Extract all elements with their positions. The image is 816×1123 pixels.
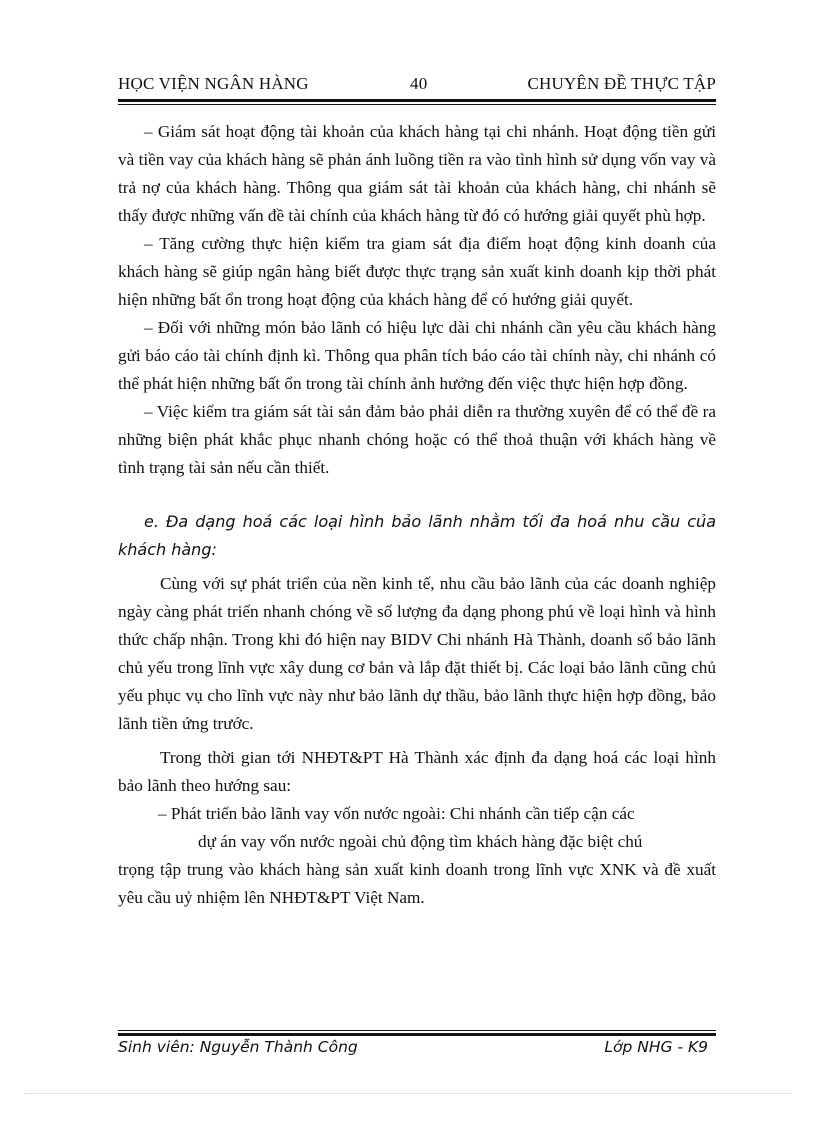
header-institution: HỌC VIỆN NGÂN HÀNG — [118, 74, 309, 93]
footer-rule-thick — [118, 1033, 716, 1036]
footer-class: Lớp NHG - K9 — [604, 1038, 708, 1056]
paragraph-guarantee-growth: Cùng với sự phát triển của nền kinh tế, nhu cầu bảo lãnh của các doanh nghiệp ngày càng phát triển nhanh chóng về số lượng đa dạng phong phú về loại hình và hình thức chấp nhận. Trong khi đó hiện nay BIDV Chi nhánh Hà Thành, doanh số bảo lãnh chủ yếu trong lĩnh vực xây dung cơ bản và lắp đặt thiết bị. Các loại bảo lãnh cũng chủ yếu phục vụ cho lĩnh vực này như bảo lãnh dự thầu, bảo lãnh thực hiện hợp đồng, bảo lãnh tiền ứng trước. — [118, 574, 716, 733]
header-rule-thin — [118, 104, 716, 105]
page-footer — [118, 1038, 716, 1062]
spacer — [118, 482, 716, 508]
footer-rule-thin — [118, 1030, 716, 1031]
paragraph-account-monitoring: – Giám sát hoạt động tài khoản của khách hàng tại chi nhánh. Hoạt động tiền gửi và tiền vay của khách hàng sẽ phản ánh luồng tiền ra vào tình hình sử dụng vốn vay và trả nợ của khách hàng. Thông qua giám sát tài khoản của khách hàng, chi nhánh sẽ thấy được những vấn đề tài chính của khách hàng từ đó có hướng giải quyết phù hợp. — [118, 122, 716, 225]
paragraph-collateral-monitoring: – Việc kiểm tra giám sát tài sản đảm bảo phải diễn ra thường xuyên để có thể đề ra những biện phát khắc phục nhanh chóng hoặc có thể thoả thuận với khách hàng về tình trạng tài sản nếu cần thiết. — [118, 402, 716, 477]
footer-student-name: Sinh viên: Nguyễn Thành Công — [118, 1038, 358, 1056]
paragraph-site-inspection: – Tăng cường thực hiện kiểm tra giam sát địa điểm hoạt động kinh doanh của khách hàng sẽ giúp ngân hàng biết được thực trạng sản xuất kinh doanh kịp thời phát hiện những bất ổn trong hoạt động của khách hàng để có hướng giải quyết. — [118, 234, 716, 309]
paragraph-financial-reports: – Đối với những món bảo lãnh có hiệu lực dài chi nhánh cần yêu cầu khách hàng gửi báo cáo tài chính định kì. Thông qua phân tích báo cáo tài chính này, chi nhánh có thể phát hiện những bất ổn trong tài chính ảnh hưởng đến việc thực hiện hợp đồng. — [118, 318, 716, 393]
header-rule-thick — [118, 99, 716, 102]
paragraph-foreign-loan-line1: – Phát triển bảo lãnh vay vốn nước ngoài: Chi nhánh cần tiếp cận các — [158, 804, 635, 823]
paragraph-diversification: Trong thời gian tới NHĐT&PT Hà Thành xác định đa dạng hoá các loại hình bảo lãnh theo hướng sau: — [118, 748, 716, 795]
page-number: 40 — [410, 74, 428, 93]
paragraph-foreign-loan-line2: dự án vay vốn nước ngoài chủ động tìm khách hàng đặc biệt chú — [198, 832, 643, 851]
page-header — [118, 72, 716, 98]
header-document-type: CHUYÊN ĐỀ THỰC TẬP — [527, 74, 716, 93]
section-heading-e: e. Đa dạng hoá các loại hình bảo lãnh nhằm tối đa hoá nhu cầu của khách hàng: — [118, 512, 716, 559]
page-bottom-border — [24, 1093, 792, 1094]
paragraph-foreign-loan-rest: trọng tập trung vào khách hàng sản xuất kinh doanh trong lĩnh vực XNK và đề xuất yêu cầu uỷ nhiệm lên NHĐT&PT Việt Nam. — [118, 860, 716, 907]
page-body — [118, 118, 716, 912]
